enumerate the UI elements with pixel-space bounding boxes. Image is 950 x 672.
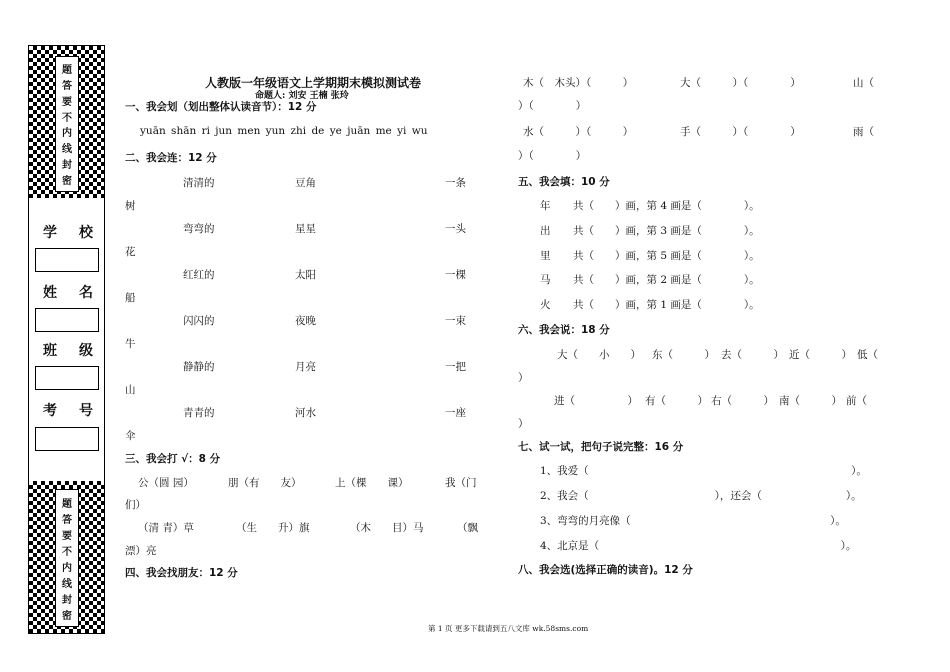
exam-number-field[interactable] — [35, 427, 99, 451]
choice-item: （生 升）旗 — [236, 522, 310, 534]
match-word-a: 青青的 — [183, 407, 215, 419]
stroke-char: 马 — [540, 274, 551, 286]
stroke-question: 共（ ）画，第 4 画是（ ）。 — [573, 200, 760, 212]
choice-item: 上（棵 课） — [335, 477, 409, 489]
seal-char: 内 — [62, 562, 72, 574]
match-word-c: 一头 — [445, 223, 466, 235]
seal-char: 要 — [62, 96, 72, 108]
seal-char: 答 — [62, 81, 72, 93]
section-6-heading: 六、我会说：18 分 — [518, 324, 610, 336]
antonym-item: 前（ — [846, 395, 867, 407]
match-word-a: 清清的 — [183, 177, 215, 189]
word-pair: 木（ 木头）（ ） — [523, 77, 634, 89]
antonym-item: 南（ ） — [779, 395, 842, 407]
choice-item: 公（圆 园） — [138, 477, 194, 489]
section-3-heading: 三、我会打 √：8 分 — [125, 453, 221, 465]
word-pair: 手（ ）（ ） — [680, 126, 801, 138]
antonym-item: 低（ — [857, 349, 878, 361]
seal-char: 密 — [62, 610, 72, 622]
antonym-item: 东（ ） — [652, 349, 715, 361]
seal-char: 题 — [62, 65, 72, 77]
match-word-b: 豆角 — [295, 177, 316, 189]
stroke-char: 年 — [540, 200, 551, 212]
word-pair: 雨（ — [853, 126, 874, 138]
word-pair: 大（ ）（ ） — [680, 77, 801, 89]
stroke-char: 里 — [540, 250, 551, 262]
choice-item: 朋（有 友） — [228, 477, 302, 489]
seal-char: 不 — [62, 112, 72, 124]
stroke-question: 共（ ）画，第 3 画是（ ）。 — [573, 225, 760, 237]
section-1-heading: 一、我会划（划出整体认读音节）：12 分 — [125, 101, 317, 113]
match-word-b: 夜晚 — [295, 315, 316, 327]
match-word-b: 太阳 — [295, 269, 316, 281]
match-word-c: 一棵 — [445, 269, 466, 281]
seal-char: 不 — [62, 546, 72, 558]
seal-char: 密 — [62, 175, 72, 187]
page-footer: 第 1 页 更多下载请到五八文库 wk.58sms.com — [428, 624, 589, 633]
stroke-question: 共（ ）画，第 5 画是（ ）。 — [573, 250, 760, 262]
choice-item-tail: 们） — [125, 499, 146, 511]
seal-char: 题 — [62, 498, 72, 510]
choice-item: （木 目）马 — [350, 522, 424, 534]
seal-char: 答 — [62, 514, 72, 526]
match-word-tail: 花 — [125, 246, 136, 258]
match-word-tail: 牛 — [125, 338, 136, 350]
match-word-tail: 树 — [125, 200, 136, 212]
section-2-heading: 二、我会连：12 分 — [125, 152, 217, 164]
sentence-item: 2、我会（ ），还会（ ）。 — [540, 490, 862, 502]
antonym-item: 右（ ） — [711, 395, 774, 407]
match-word-tail: 山 — [125, 384, 136, 396]
match-word-c: 一束 — [445, 315, 466, 327]
school-field[interactable] — [35, 248, 99, 272]
pinyin-syllables: yuān shān ri jun men yun zhi de ye juān me yi wu — [140, 125, 428, 137]
exam-authors: 命题人: 刘安 王楠 张玲 — [255, 91, 349, 101]
seal-notice-bottom — [55, 489, 79, 627]
binding-strip — [28, 45, 105, 634]
student-info-panel — [29, 198, 104, 481]
choice-item-tail: 漂）亮 — [125, 545, 157, 557]
school-label: 学 校 — [43, 225, 93, 241]
sentence-item: 4、北京是（ ）。 — [540, 540, 857, 552]
match-word-c: 一条 — [445, 177, 466, 189]
word-pair: 水（ ）（ ） — [523, 126, 634, 138]
stroke-question: 共（ ）画，第 2 画是（ ）。 — [573, 274, 760, 286]
exam-title: 人教版一年级语文上学期期末模拟测试卷 — [205, 76, 422, 90]
match-word-tail: 伞 — [125, 430, 136, 442]
stroke-char: 火 — [540, 299, 551, 311]
seal-char: 线 — [62, 144, 72, 156]
sentence-item: 1、我爱（ ）。 — [540, 465, 867, 477]
seal-char: 内 — [62, 128, 72, 140]
antonym-item-tail: ） — [518, 418, 529, 430]
match-word-b: 河水 — [295, 407, 316, 419]
choice-item: 我（门 — [445, 477, 477, 489]
seal-char: 线 — [62, 578, 72, 590]
antonym-item: 有（ ） — [645, 395, 708, 407]
antonym-item: 近（ ） — [789, 349, 852, 361]
seal-char: 封 — [62, 159, 72, 171]
word-pair-tail: ）（ ） — [518, 150, 587, 162]
antonym-item-tail: ） — [518, 372, 529, 384]
match-word-b: 月亮 — [295, 361, 316, 373]
seal-char: 封 — [62, 594, 72, 606]
section-7-heading: 七、试一试，把句子说完整：16 分 — [518, 441, 684, 453]
binding-pattern-bottom — [29, 481, 104, 633]
antonym-item: 大（ 小 ） — [557, 349, 641, 361]
antonym-item: 去（ ） — [721, 349, 784, 361]
choice-item: （飘 — [457, 522, 478, 534]
seal-notice-top — [55, 56, 79, 192]
section-8-heading: 八、我会选(选择正确的读音)。12 分 — [518, 564, 693, 576]
word-pair-tail: ）（ ） — [518, 100, 587, 112]
section-5-heading: 五、我会填：10 分 — [518, 176, 610, 188]
antonym-item: 进（ ） — [554, 395, 638, 407]
seal-char: 要 — [62, 530, 72, 542]
match-word-a: 红红的 — [183, 269, 215, 281]
binding-pattern-top — [29, 46, 104, 198]
exam-number-label: 考 号 — [43, 403, 93, 419]
stroke-question: 共（ ）画，第 1 画是（ ）。 — [573, 299, 760, 311]
match-word-b: 星星 — [295, 223, 316, 235]
match-word-c: 一把 — [445, 361, 466, 373]
name-label: 姓 名 — [43, 285, 93, 301]
match-word-c: 一座 — [445, 407, 466, 419]
stroke-char: 出 — [540, 225, 551, 237]
match-word-a: 闪闪的 — [183, 315, 215, 327]
class-label: 班 级 — [43, 343, 93, 359]
section-4-heading: 四、我会找朋友：12 分 — [125, 567, 238, 579]
match-word-a: 静静的 — [183, 361, 215, 373]
name-field[interactable] — [35, 308, 99, 332]
sentence-item: 3、弯弯的月亮像（ ）。 — [540, 515, 846, 527]
class-field[interactable] — [35, 366, 99, 390]
word-pair: 山（ — [853, 77, 874, 89]
match-word-tail: 船 — [125, 292, 136, 304]
match-word-a: 弯弯的 — [183, 223, 215, 235]
choice-item: （清 青）草 — [138, 522, 194, 534]
